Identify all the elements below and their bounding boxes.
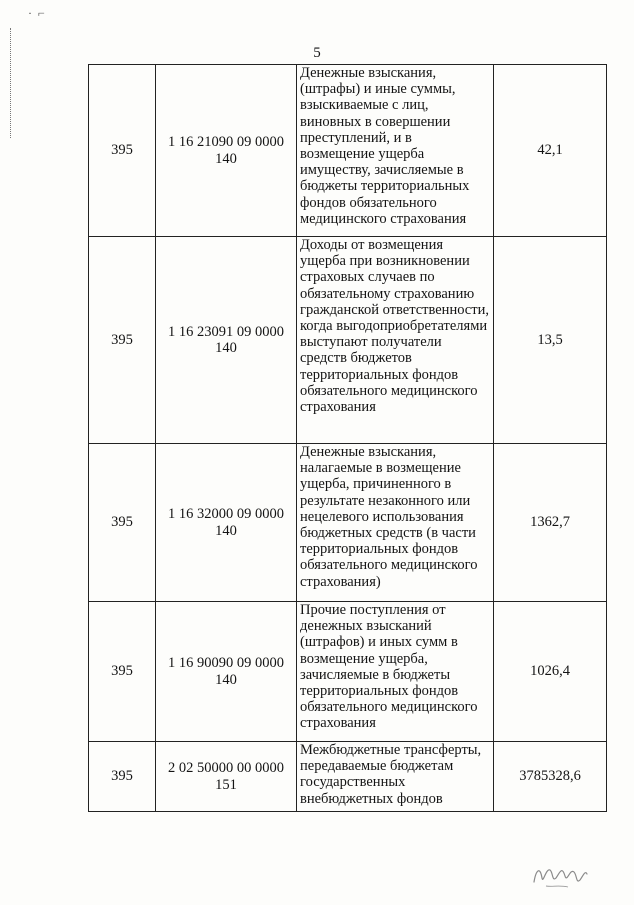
kbk-cell [156, 65, 297, 237]
kbk-code: 1 16 90090 09 0000 [168, 655, 284, 672]
scan-corner-mark: · ⌐ [28, 6, 45, 20]
kbk-cell [156, 444, 297, 602]
admin-code-cell: 395 [89, 65, 156, 237]
admin-code-cell: 395 [89, 237, 156, 444]
table-row [89, 65, 607, 237]
kbk-code-suffix: 151 [215, 776, 237, 793]
revenue-name-cell: Денежные взыскания, налагаемые в возмещение ущерба, причиненного в результате незаконного или нецелевого использования бюджетных средств (в части территориальных фондов обязательного медицинского страхования) [297, 444, 494, 602]
table-row [89, 444, 607, 602]
kbk-code-suffix: 140 [215, 522, 237, 539]
table-row [89, 237, 607, 444]
amount-cell: 13,5 [494, 237, 607, 444]
kbk-cell [156, 237, 297, 444]
amount-cell: 1026,4 [494, 602, 607, 742]
handwritten-signature-icon [530, 856, 590, 892]
kbk-code-suffix: 140 [215, 340, 237, 356]
amount-cell: 1362,7 [494, 444, 607, 602]
admin-code-cell: 395 [89, 602, 156, 742]
revenue-name-cell: Прочие поступления от денежных взысканий (штрафов) и иных сумм в возмещение ущерба, зачисляемые в бюджеты территориальных фондов обязательного медицинского страхования [297, 602, 494, 742]
admin-code-cell: 395 [89, 444, 156, 602]
amount-cell: 42,1 [494, 65, 607, 237]
revenue-name-cell: Доходы от возмещения ущерба при возникновении страховых случаев по обязательному страхованию гражданской ответственности, когда выгодоприобретателями выступают получатели средств бюджетов территориальных фондов обязательного медицинского страхования [297, 237, 494, 444]
kbk-code: 1 16 21090 09 0000 [168, 134, 284, 151]
kbk-cell [156, 602, 297, 742]
admin-code-cell: 395 [89, 742, 156, 812]
table-row [89, 602, 607, 742]
revenue-table [88, 64, 607, 812]
revenue-name-cell: Межбюджетные трансферты, передаваемые бюджетам государственных внебюджетных фондов [297, 742, 494, 812]
page-number: 5 [313, 45, 321, 61]
kbk-code: 2 02 50000 00 0000 [168, 760, 284, 777]
kbk-code-suffix: 140 [215, 671, 237, 688]
revenue-name-cell: Денежные взыскания, (штрафы) и иные суммы, взыскиваемые с лиц, виновных в совершении преступлений, и в возмещение ущерба имуществу, зачисляемые в бюджеты территориальных фондов обязательного медицинского страхования [297, 65, 494, 237]
amount-cell: 3785328,6 [494, 742, 607, 812]
kbk-code: 1 16 23091 09 0000 [168, 323, 284, 340]
kbk-code: 1 16 32000 09 0000 [168, 506, 284, 523]
kbk-code-suffix: 140 [215, 150, 237, 167]
kbk-cell [156, 742, 297, 812]
table-row [89, 742, 607, 812]
